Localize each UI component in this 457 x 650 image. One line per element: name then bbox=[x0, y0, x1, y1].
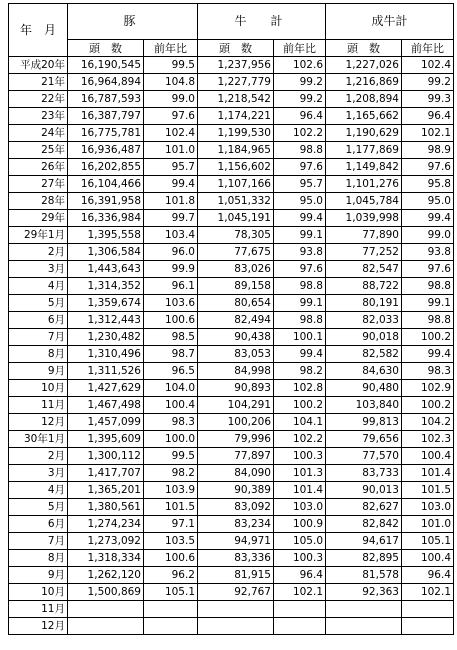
adult-heads-cell: 77,570 bbox=[326, 448, 402, 465]
table-row bbox=[9, 533, 454, 550]
pig-heads-cell: 1,262,120 bbox=[68, 567, 144, 584]
table-row bbox=[9, 74, 454, 91]
pig-heads-cell: 16,104,466 bbox=[68, 176, 144, 193]
row-label: 2月 bbox=[9, 244, 68, 261]
cattle-yoy-cell: 97.6 bbox=[274, 261, 326, 278]
row-label: 11月 bbox=[9, 397, 68, 414]
year-month-header: 年 月 bbox=[9, 4, 68, 57]
pig-heads-cell: 16,787,593 bbox=[68, 91, 144, 108]
pig-yoy-cell: 100.4 bbox=[144, 397, 198, 414]
pig-yoy-cell: 100.6 bbox=[144, 312, 198, 329]
pig-heads-cell: 1,427,629 bbox=[68, 380, 144, 397]
row-label: 26年 bbox=[9, 159, 68, 176]
adult-heads-cell: 82,627 bbox=[326, 499, 402, 516]
cattle-heads-cell: 84,090 bbox=[198, 465, 274, 482]
pig-heads-cell: 1,359,674 bbox=[68, 295, 144, 312]
adult-heads-header: 頭 数 bbox=[326, 40, 402, 57]
adult-yoy-cell: 104.2 bbox=[402, 414, 454, 431]
pig-heads-cell: 1,500,869 bbox=[68, 584, 144, 601]
row-label: 6月 bbox=[9, 312, 68, 329]
table-row bbox=[9, 261, 454, 278]
adult-heads-cell: 84,630 bbox=[326, 363, 402, 380]
pig-heads-cell: 1,311,526 bbox=[68, 363, 144, 380]
adult-yoy-cell: 99.2 bbox=[402, 74, 454, 91]
cattle-heads-cell: 92,767 bbox=[198, 584, 274, 601]
adult-heads-cell: 90,018 bbox=[326, 329, 402, 346]
adult-heads-cell: 77,252 bbox=[326, 244, 402, 261]
adult-heads-cell: 1,101,276 bbox=[326, 176, 402, 193]
cattle-yoy-cell: 100.3 bbox=[274, 448, 326, 465]
cattle-yoy-cell: 98.8 bbox=[274, 142, 326, 159]
cattle-yoy-cell: 95.7 bbox=[274, 176, 326, 193]
pig-yoy-cell: 96.1 bbox=[144, 278, 198, 295]
cattle-yoy-cell: 100.9 bbox=[274, 516, 326, 533]
adult-heads-cell: 1,190,629 bbox=[326, 125, 402, 142]
pig-yoy-cell: 102.4 bbox=[144, 125, 198, 142]
pig-heads-cell bbox=[68, 618, 144, 635]
cattle-yoy-header: 前年比 bbox=[274, 40, 326, 57]
pig-yoy-cell: 103.6 bbox=[144, 295, 198, 312]
adult-yoy-cell: 100.4 bbox=[402, 550, 454, 567]
table-row bbox=[9, 516, 454, 533]
table-body bbox=[9, 57, 454, 635]
table-row bbox=[9, 448, 454, 465]
adult-heads-cell: 82,582 bbox=[326, 346, 402, 363]
row-label: 9月 bbox=[9, 567, 68, 584]
adult-yoy-cell: 102.3 bbox=[402, 431, 454, 448]
adult-heads-cell: 103,840 bbox=[326, 397, 402, 414]
pig-yoy-cell: 99.9 bbox=[144, 261, 198, 278]
cattle-yoy-cell: 99.2 bbox=[274, 91, 326, 108]
row-label: 4月 bbox=[9, 482, 68, 499]
row-label: 2月 bbox=[9, 448, 68, 465]
cattle-yoy-cell: 93.8 bbox=[274, 244, 326, 261]
pig-heads-cell: 16,190,545 bbox=[68, 57, 144, 74]
pig-yoy-cell: 103.5 bbox=[144, 533, 198, 550]
adult-yoy-cell: 99.4 bbox=[402, 346, 454, 363]
cattle-yoy-cell: 100.2 bbox=[274, 397, 326, 414]
table-row bbox=[9, 227, 454, 244]
row-label: 23年 bbox=[9, 108, 68, 125]
cattle-heads-cell: 104,291 bbox=[198, 397, 274, 414]
pig-yoy-cell: 99.7 bbox=[144, 210, 198, 227]
pig-heads-cell: 1,395,609 bbox=[68, 431, 144, 448]
table-row bbox=[9, 397, 454, 414]
row-label: 29年 bbox=[9, 210, 68, 227]
cattle-yoy-cell: 96.4 bbox=[274, 108, 326, 125]
cattle-heads-cell: 1,237,956 bbox=[198, 57, 274, 74]
pig-yoy-cell: 96.2 bbox=[144, 567, 198, 584]
pig-heads-cell: 1,318,334 bbox=[68, 550, 144, 567]
table-row bbox=[9, 601, 454, 618]
adult-yoy-cell: 100.4 bbox=[402, 448, 454, 465]
pig-yoy-cell: 104.8 bbox=[144, 74, 198, 91]
adult-heads-cell: 1,165,662 bbox=[326, 108, 402, 125]
cattle-yoy-cell: 98.2 bbox=[274, 363, 326, 380]
adult-yoy-cell: 96.4 bbox=[402, 567, 454, 584]
adult-heads-cell: 88,722 bbox=[326, 278, 402, 295]
cattle-yoy-cell: 99.2 bbox=[274, 74, 326, 91]
table-row bbox=[9, 108, 454, 125]
pig-heads-cell: 1,443,643 bbox=[68, 261, 144, 278]
row-label: 25年 bbox=[9, 142, 68, 159]
row-label: 28年 bbox=[9, 193, 68, 210]
table-row bbox=[9, 618, 454, 635]
adult-heads-cell: 79,656 bbox=[326, 431, 402, 448]
pig-yoy-cell: 105.1 bbox=[144, 584, 198, 601]
table-row bbox=[9, 499, 454, 516]
adult-yoy-cell: 102.1 bbox=[402, 584, 454, 601]
cattle-heads-cell: 78,305 bbox=[198, 227, 274, 244]
row-label: 5月 bbox=[9, 499, 68, 516]
adult-heads-cell: 82,547 bbox=[326, 261, 402, 278]
cattle-heads-cell bbox=[198, 618, 274, 635]
table-row bbox=[9, 142, 454, 159]
table-row bbox=[9, 278, 454, 295]
cattle-heads-cell: 83,053 bbox=[198, 346, 274, 363]
adult-cattle-header: 成牛計 bbox=[326, 4, 454, 40]
cattle-heads-cell: 1,218,542 bbox=[198, 91, 274, 108]
pig-heads-header: 頭 数 bbox=[68, 40, 144, 57]
row-label: 12月 bbox=[9, 414, 68, 431]
row-label: 30年1月 bbox=[9, 431, 68, 448]
row-label: 12月 bbox=[9, 618, 68, 635]
cattle-yoy-cell: 101.3 bbox=[274, 465, 326, 482]
pig-heads-cell: 1,310,496 bbox=[68, 346, 144, 363]
adult-heads-cell: 82,033 bbox=[326, 312, 402, 329]
adult-yoy-cell bbox=[402, 601, 454, 618]
adult-yoy-cell: 102.1 bbox=[402, 125, 454, 142]
adult-heads-cell bbox=[326, 601, 402, 618]
cattle-yoy-cell: 100.3 bbox=[274, 550, 326, 567]
pig-heads-cell: 16,387,797 bbox=[68, 108, 144, 125]
adult-heads-cell: 90,013 bbox=[326, 482, 402, 499]
adult-yoy-cell: 100.2 bbox=[402, 397, 454, 414]
adult-heads-cell: 92,363 bbox=[326, 584, 402, 601]
adult-yoy-cell: 103.0 bbox=[402, 499, 454, 516]
pig-heads-cell bbox=[68, 601, 144, 618]
cattle-heads-cell: 83,026 bbox=[198, 261, 274, 278]
cattle-yoy-cell: 95.0 bbox=[274, 193, 326, 210]
adult-yoy-cell: 102.4 bbox=[402, 57, 454, 74]
pig-yoy-cell: 101.8 bbox=[144, 193, 198, 210]
adult-heads-cell: 1,149,842 bbox=[326, 159, 402, 176]
adult-yoy-cell: 99.3 bbox=[402, 91, 454, 108]
pig-heads-cell: 1,314,352 bbox=[68, 278, 144, 295]
cattle-heads-cell: 77,675 bbox=[198, 244, 274, 261]
pig-heads-cell: 1,306,584 bbox=[68, 244, 144, 261]
adult-heads-cell: 1,216,869 bbox=[326, 74, 402, 91]
pig-heads-cell: 1,380,561 bbox=[68, 499, 144, 516]
table-row bbox=[9, 550, 454, 567]
adult-yoy-cell: 105.1 bbox=[402, 533, 454, 550]
adult-yoy-cell: 99.0 bbox=[402, 227, 454, 244]
cattle-heads-cell: 90,893 bbox=[198, 380, 274, 397]
row-label: 24年 bbox=[9, 125, 68, 142]
cattle-yoy-cell: 99.1 bbox=[274, 227, 326, 244]
pig-heads-cell: 1,312,443 bbox=[68, 312, 144, 329]
adult-heads-cell: 82,895 bbox=[326, 550, 402, 567]
row-label: 5月 bbox=[9, 295, 68, 312]
cattle-yoy-cell: 100.1 bbox=[274, 329, 326, 346]
cattle-heads-cell bbox=[198, 601, 274, 618]
adult-yoy-cell: 93.8 bbox=[402, 244, 454, 261]
cattle-yoy-cell: 99.4 bbox=[274, 210, 326, 227]
cattle-heads-cell: 1,107,166 bbox=[198, 176, 274, 193]
adult-yoy-cell bbox=[402, 618, 454, 635]
cattle-heads-cell: 1,199,530 bbox=[198, 125, 274, 142]
pig-yoy-cell: 98.3 bbox=[144, 414, 198, 431]
cattle-heads-cell: 1,184,965 bbox=[198, 142, 274, 159]
adult-yoy-cell: 99.1 bbox=[402, 295, 454, 312]
pig-heads-cell: 1,300,112 bbox=[68, 448, 144, 465]
adult-heads-cell: 1,039,998 bbox=[326, 210, 402, 227]
cattle-heads-cell: 79,996 bbox=[198, 431, 274, 448]
cattle-heads-header: 頭 数 bbox=[198, 40, 274, 57]
table-row bbox=[9, 159, 454, 176]
adult-yoy-cell: 98.3 bbox=[402, 363, 454, 380]
table-row bbox=[9, 482, 454, 499]
cattle-yoy-cell: 98.8 bbox=[274, 278, 326, 295]
cattle-yoy-cell: 102.2 bbox=[274, 431, 326, 448]
pig-heads-cell: 1,467,498 bbox=[68, 397, 144, 414]
adult-yoy-cell: 95.8 bbox=[402, 176, 454, 193]
row-label: 9月 bbox=[9, 363, 68, 380]
table-row bbox=[9, 584, 454, 601]
cattle-total-header: 牛 計 bbox=[198, 4, 326, 40]
table-row bbox=[9, 295, 454, 312]
pig-yoy-cell: 101.5 bbox=[144, 499, 198, 516]
pig-yoy-cell: 103.9 bbox=[144, 482, 198, 499]
row-label: 3月 bbox=[9, 465, 68, 482]
pig-yoy-cell bbox=[144, 618, 198, 635]
cattle-yoy-cell: 104.1 bbox=[274, 414, 326, 431]
cattle-heads-cell: 83,234 bbox=[198, 516, 274, 533]
pig-yoy-cell: 96.0 bbox=[144, 244, 198, 261]
table-row bbox=[9, 329, 454, 346]
row-label: 27年 bbox=[9, 176, 68, 193]
adult-heads-cell: 1,177,869 bbox=[326, 142, 402, 159]
livestock-slaughter-table bbox=[8, 3, 454, 635]
pig-heads-cell: 1,274,234 bbox=[68, 516, 144, 533]
pig-heads-cell: 16,391,958 bbox=[68, 193, 144, 210]
pig-header: 豚 bbox=[68, 4, 198, 40]
adult-heads-cell: 80,191 bbox=[326, 295, 402, 312]
pig-yoy-cell: 101.0 bbox=[144, 142, 198, 159]
table-row bbox=[9, 244, 454, 261]
cattle-yoy-cell: 96.4 bbox=[274, 567, 326, 584]
pig-heads-cell: 16,936,487 bbox=[68, 142, 144, 159]
cattle-heads-cell: 82,494 bbox=[198, 312, 274, 329]
cattle-yoy-cell bbox=[274, 618, 326, 635]
adult-yoy-cell: 101.5 bbox=[402, 482, 454, 499]
table-row bbox=[9, 210, 454, 227]
adult-yoy-cell: 101.0 bbox=[402, 516, 454, 533]
adult-yoy-cell: 98.8 bbox=[402, 312, 454, 329]
table-row bbox=[9, 312, 454, 329]
pig-yoy-cell: 98.2 bbox=[144, 465, 198, 482]
pig-yoy-cell: 99.4 bbox=[144, 176, 198, 193]
cattle-heads-cell: 1,174,221 bbox=[198, 108, 274, 125]
row-label: 8月 bbox=[9, 346, 68, 363]
pig-yoy-cell: 98.7 bbox=[144, 346, 198, 363]
pig-heads-cell: 1,417,707 bbox=[68, 465, 144, 482]
pig-yoy-cell: 100.6 bbox=[144, 550, 198, 567]
table-row bbox=[9, 431, 454, 448]
adult-heads-cell bbox=[326, 618, 402, 635]
row-label: 7月 bbox=[9, 533, 68, 550]
pig-yoy-cell: 99.5 bbox=[144, 57, 198, 74]
cattle-heads-cell: 77,897 bbox=[198, 448, 274, 465]
table-row bbox=[9, 414, 454, 431]
adult-heads-cell: 77,890 bbox=[326, 227, 402, 244]
cattle-heads-cell: 100,206 bbox=[198, 414, 274, 431]
table-row bbox=[9, 193, 454, 210]
table-row bbox=[9, 176, 454, 193]
pig-heads-cell: 1,230,482 bbox=[68, 329, 144, 346]
cattle-heads-cell: 1,227,779 bbox=[198, 74, 274, 91]
row-label: 10月 bbox=[9, 380, 68, 397]
pig-heads-cell: 16,964,894 bbox=[68, 74, 144, 91]
table-row bbox=[9, 363, 454, 380]
row-label: 22年 bbox=[9, 91, 68, 108]
table-row bbox=[9, 346, 454, 363]
cattle-heads-cell: 1,051,332 bbox=[198, 193, 274, 210]
pig-yoy-cell: 96.5 bbox=[144, 363, 198, 380]
cattle-heads-cell: 84,998 bbox=[198, 363, 274, 380]
adult-yoy-cell: 97.6 bbox=[402, 159, 454, 176]
pig-heads-cell: 1,395,558 bbox=[68, 227, 144, 244]
table-row bbox=[9, 57, 454, 74]
cattle-yoy-cell: 103.0 bbox=[274, 499, 326, 516]
adult-yoy-cell: 102.9 bbox=[402, 380, 454, 397]
row-label: 29年1月 bbox=[9, 227, 68, 244]
adult-yoy-cell: 96.4 bbox=[402, 108, 454, 125]
adult-yoy-cell: 98.8 bbox=[402, 278, 454, 295]
adult-yoy-cell: 100.2 bbox=[402, 329, 454, 346]
cattle-yoy-cell: 99.4 bbox=[274, 346, 326, 363]
pig-yoy-cell: 97.6 bbox=[144, 108, 198, 125]
row-label: 21年 bbox=[9, 74, 68, 91]
adult-heads-cell: 99,813 bbox=[326, 414, 402, 431]
cattle-yoy-cell: 102.2 bbox=[274, 125, 326, 142]
adult-yoy-cell: 101.4 bbox=[402, 465, 454, 482]
adult-yoy-cell: 97.6 bbox=[402, 261, 454, 278]
adult-heads-cell: 1,045,784 bbox=[326, 193, 402, 210]
row-label: 8月 bbox=[9, 550, 68, 567]
pig-heads-cell: 1,365,201 bbox=[68, 482, 144, 499]
pig-yoy-cell: 104.0 bbox=[144, 380, 198, 397]
table-row bbox=[9, 465, 454, 482]
table-header bbox=[9, 4, 454, 57]
cattle-yoy-cell: 105.0 bbox=[274, 533, 326, 550]
adult-heads-cell: 94,617 bbox=[326, 533, 402, 550]
adult-heads-cell: 1,227,026 bbox=[326, 57, 402, 74]
cattle-heads-cell: 94,971 bbox=[198, 533, 274, 550]
adult-heads-cell: 90,480 bbox=[326, 380, 402, 397]
row-label: 3月 bbox=[9, 261, 68, 278]
adult-yoy-cell: 98.9 bbox=[402, 142, 454, 159]
pig-yoy-cell: 97.1 bbox=[144, 516, 198, 533]
adult-heads-cell: 1,208,894 bbox=[326, 91, 402, 108]
pig-heads-cell: 16,336,984 bbox=[68, 210, 144, 227]
pig-yoy-cell: 95.7 bbox=[144, 159, 198, 176]
cattle-yoy-cell: 99.1 bbox=[274, 295, 326, 312]
pig-heads-cell: 16,775,781 bbox=[68, 125, 144, 142]
pig-heads-cell: 1,273,092 bbox=[68, 533, 144, 550]
pig-yoy-cell: 99.5 bbox=[144, 448, 198, 465]
row-label: 10月 bbox=[9, 584, 68, 601]
table-row bbox=[9, 125, 454, 142]
table-row bbox=[9, 380, 454, 397]
adult-heads-cell: 82,842 bbox=[326, 516, 402, 533]
adult-heads-cell: 81,578 bbox=[326, 567, 402, 584]
cattle-heads-cell: 1,045,191 bbox=[198, 210, 274, 227]
adult-yoy-cell: 95.0 bbox=[402, 193, 454, 210]
pig-yoy-cell: 103.4 bbox=[144, 227, 198, 244]
cattle-yoy-cell: 102.1 bbox=[274, 584, 326, 601]
row-label: 6月 bbox=[9, 516, 68, 533]
cattle-yoy-cell: 101.4 bbox=[274, 482, 326, 499]
row-label: 7月 bbox=[9, 329, 68, 346]
table-row bbox=[9, 91, 454, 108]
cattle-heads-cell: 83,092 bbox=[198, 499, 274, 516]
cattle-yoy-cell: 98.8 bbox=[274, 312, 326, 329]
pig-heads-cell: 16,202,855 bbox=[68, 159, 144, 176]
cattle-yoy-cell: 102.6 bbox=[274, 57, 326, 74]
adult-heads-cell: 83,733 bbox=[326, 465, 402, 482]
pig-yoy-cell bbox=[144, 601, 198, 618]
cattle-heads-cell: 90,389 bbox=[198, 482, 274, 499]
pig-yoy-cell: 99.0 bbox=[144, 91, 198, 108]
cattle-yoy-cell: 97.6 bbox=[274, 159, 326, 176]
row-label: 平成20年 bbox=[9, 57, 68, 74]
cattle-heads-cell: 90,438 bbox=[198, 329, 274, 346]
cattle-heads-cell: 83,336 bbox=[198, 550, 274, 567]
row-label: 4月 bbox=[9, 278, 68, 295]
cattle-heads-cell: 1,156,602 bbox=[198, 159, 274, 176]
pig-yoy-cell: 100.0 bbox=[144, 431, 198, 448]
cattle-heads-cell: 80,654 bbox=[198, 295, 274, 312]
pig-yoy-cell: 98.5 bbox=[144, 329, 198, 346]
pig-heads-cell: 1,457,099 bbox=[68, 414, 144, 431]
adult-yoy-header: 前年比 bbox=[402, 40, 454, 57]
cattle-yoy-cell: 102.8 bbox=[274, 380, 326, 397]
row-label: 11月 bbox=[9, 601, 68, 618]
pig-yoy-header: 前年比 bbox=[144, 40, 198, 57]
cattle-heads-cell: 89,158 bbox=[198, 278, 274, 295]
adult-yoy-cell: 99.4 bbox=[402, 210, 454, 227]
cattle-heads-cell: 81,915 bbox=[198, 567, 274, 584]
table-row bbox=[9, 567, 454, 584]
cattle-yoy-cell bbox=[274, 601, 326, 618]
